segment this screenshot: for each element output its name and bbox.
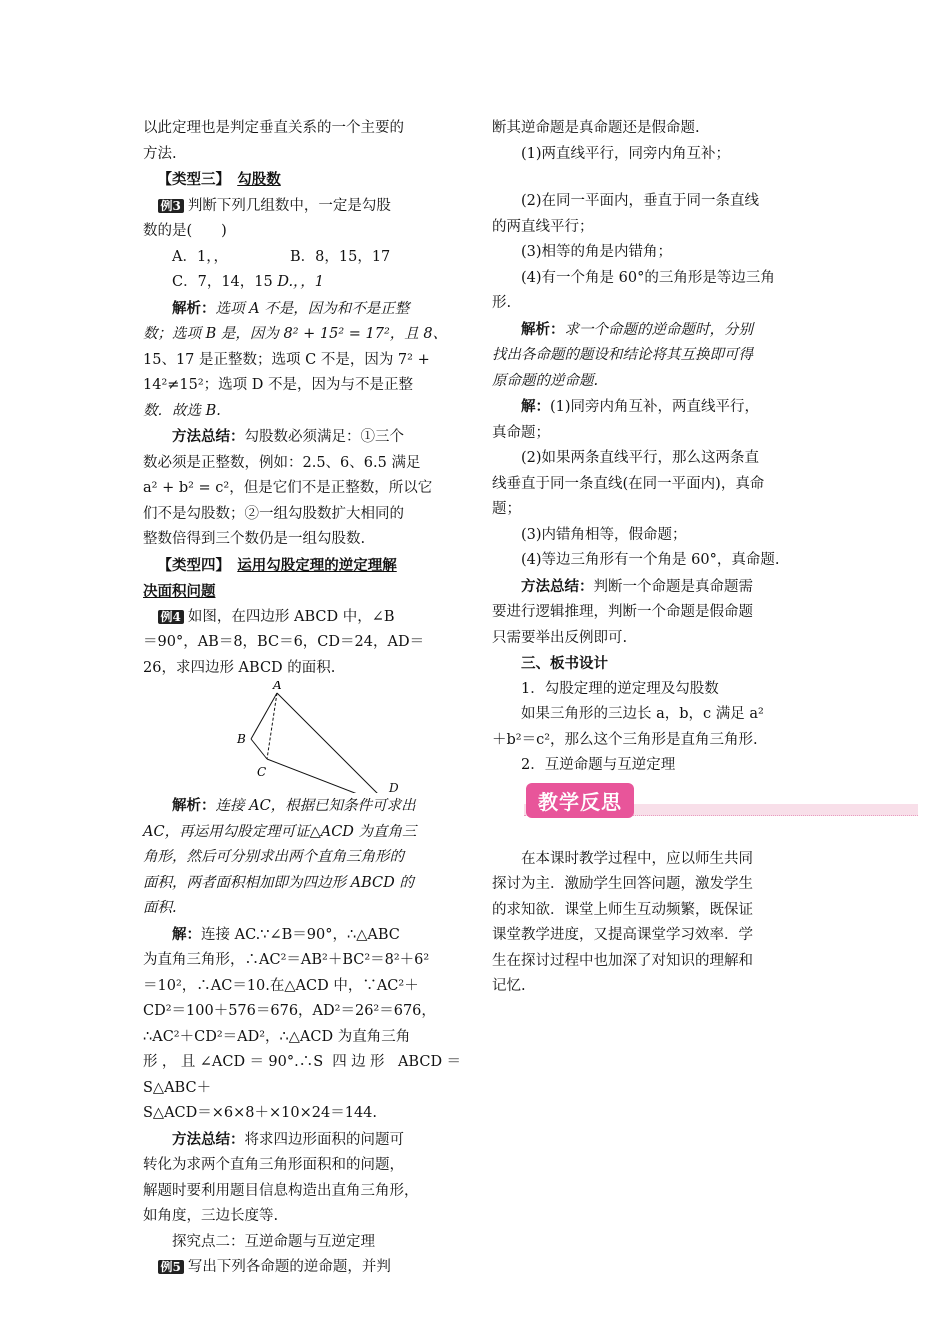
analysis4: 解析：连接 AC，根据已知条件可求出 <box>172 797 416 814</box>
analysis3: 解析：选项 A 不是，因为和不是正整 <box>172 299 410 317</box>
text-line: ∴AC²＋CD²＝AD²，∴△ACD 为直角三角 <box>143 1028 411 1045</box>
text-line: 课堂教学进度，又提高课堂学习效率．学 <box>492 927 753 943</box>
text-line: 记忆. <box>492 978 526 994</box>
text-line: S△ACD＝×6×8＋×10×24＝144. <box>143 1105 378 1121</box>
text-line: (4)等边三角形有一个角是 60°，真命题. <box>521 552 780 568</box>
options-ab: A．1，， B．8，15，17 <box>172 248 391 265</box>
text-line: 线垂直于同一条直线(在同一平面内)，真命 <box>492 475 765 492</box>
text-line: 2．互逆命题与互逆定理 <box>521 757 676 773</box>
text-line: 方法. <box>143 145 177 162</box>
quadrilateral-figure <box>143 681 461 793</box>
text-line: 在本课时教学过程中，应以师生共同 <box>521 850 753 867</box>
text-line: 的求知欲．课堂上师生互动频繁，既保证 <box>492 901 753 918</box>
text-line: 决面积问题 <box>143 583 216 600</box>
text-line: 数的是( ) <box>143 223 227 239</box>
text-line: 数必须是正整数，例如：2.5、6、6.5 满足 <box>143 454 421 471</box>
text-line: 形，且∠ACD＝90°.∴S 四边形 ABCD＝S△ABC＋ <box>143 1054 461 1096</box>
text-line: 26，求四边形 ABCD 的面积. <box>143 659 336 676</box>
text-line: AC，再运用勾股定理可证△ACD 为直角三 <box>143 823 417 840</box>
text-line: 找出各命题的题设和结论将其互换即可得 <box>492 347 753 363</box>
text-line: 们不是勾股数；②一组勾股数扩大相同的 <box>143 505 404 522</box>
label-d: D <box>389 781 399 795</box>
example-badge: 例5 <box>158 1260 184 1274</box>
text-line: 转化为求两个直角三角形面积和的问题， <box>143 1157 404 1173</box>
text-line: 要进行逻辑推理，判断一个命题是假命题 <box>492 604 753 620</box>
text-line: 以此定理也是判定垂直关系的一个主要的 <box>143 120 404 136</box>
text-line: ＋b²＝c²，那么这个三角形是直角三角形. <box>492 731 758 748</box>
label-a: A <box>273 681 282 692</box>
text-line: ＝10²，∴AC＝10.在△ACD 中，∵AC²＋ <box>143 977 419 994</box>
analysis5: 解析：求一个命题的逆命题时，分别 <box>521 320 753 338</box>
text-line: 角形，然后可分别求出两个直角三角形的 <box>143 849 404 865</box>
text-line: ＝90°，AB＝8，BC＝6，CD＝24，AD＝ <box>143 634 425 650</box>
edge-ad <box>277 693 391 793</box>
text-line: a² + b² = c²，但是它们不是正整数，所以它 <box>143 480 433 496</box>
text-line: (2)在同一平面内，垂直于同一条直线 <box>521 193 760 209</box>
text-line: 探讨为主．激励学生回答问题，激发学生 <box>492 876 753 892</box>
example-badge: 例4 <box>158 610 184 624</box>
summary4: 方法总结：将求四边形面积的问题可 <box>172 1130 404 1148</box>
text-line: 为直角三角形，∴AC²＝AB²＋BC²＝8²＋6² <box>143 952 430 968</box>
type4-heading: 【类型四】 运用勾股定理的逆定理解 <box>157 556 397 574</box>
text-line: 断其逆命题是真命题还是假命题. <box>492 120 700 136</box>
summary5: 方法总结：判断一个命题是真命题需 <box>521 577 753 595</box>
example5: 例5 写出下列各命题的逆命题，并判 <box>143 1255 461 1281</box>
text-line: 面积. <box>143 900 177 916</box>
options-cd: C．7，14，15 D.，，1 <box>172 274 325 290</box>
text-line: (3)相等的角是内错角； <box>521 244 673 260</box>
quadrilateral-diagram <box>143 681 461 793</box>
teaching-reflection-banner <box>492 783 810 835</box>
edge-bc <box>251 739 267 759</box>
text-line: 原命题的逆命题. <box>492 372 599 389</box>
banner-title: 教学反思 <box>526 783 634 818</box>
text-line: 1．勾股定理的逆定理及勾股数 <box>521 680 719 697</box>
label-c: C <box>257 765 267 779</box>
text-line: (3)内错角相等，假命题； <box>521 526 687 543</box>
text-line: 整数倍得到三个数仍是一组勾股数. <box>143 531 366 547</box>
text-line: 如果三角形的三边长 a，b，c 满足 a² <box>521 706 764 722</box>
text-line: 14²≠15²；选项 D 不是，因为与不是正整 <box>143 377 414 393</box>
text-line: 只需要举出反例即可. <box>492 629 628 646</box>
text-line: 生在探讨过程中也加深了对知识的理解和 <box>492 952 753 969</box>
text-line: CD²＝100＋576＝676，AD²＝26²＝676， <box>143 1003 436 1019</box>
text-line: 形. <box>492 295 512 311</box>
label-b: B <box>237 732 246 746</box>
solution5: 解：(1)同旁内角互补，两直线平行， <box>521 398 760 415</box>
text-line: 真命题； <box>492 424 550 441</box>
text-line: 题； <box>492 501 521 517</box>
text-line: (1)两直线平行，同旁内角互补； <box>521 145 731 162</box>
edge-ab <box>251 693 277 739</box>
summary3: 方法总结：勾股数必须满足：①三个 <box>172 428 404 445</box>
example-badge: 例3 <box>158 199 184 213</box>
example4: 例4 如图，在四边形 ABCD 中，∠B <box>143 605 461 631</box>
text-line: 15、17 是正整数；选项 C 不是，因为 7² + <box>143 351 430 368</box>
text-line: 如角度，三边长度等. <box>143 1208 279 1224</box>
example3: 例3 判断下列几组数中，一定是勾股 <box>143 194 461 220</box>
left-column <box>143 116 461 1281</box>
right-column <box>492 116 810 1000</box>
text-line: 面积，两者面积相加即为四边形 ABCD 的 <box>143 874 414 891</box>
solution4: 解：连接 AC.∵∠B＝90°，∴△ABC <box>172 925 400 943</box>
type3-heading: 【类型三】 勾股数 <box>157 171 281 188</box>
text-line: 数；选项 B 是，因为 8² + 15² = 17²，且 8、 <box>143 326 448 342</box>
text-line: 数．故选 B. <box>143 402 221 419</box>
text-line: (2)如果两条直线平行，那么这两条直 <box>521 450 760 466</box>
text-line: 解题时要利用题目信息构造出直角三角形， <box>143 1182 419 1199</box>
text-line: (4)有一个角是 60°的三角形是等边三角 <box>521 269 775 286</box>
section-heading: 探究点二：互逆命题与互逆定理 <box>172 1233 375 1250</box>
text-line: 的两直线平行； <box>492 218 594 235</box>
diagonal-ac <box>267 693 277 759</box>
board-design-heading: 三、板书设计 <box>521 655 608 672</box>
